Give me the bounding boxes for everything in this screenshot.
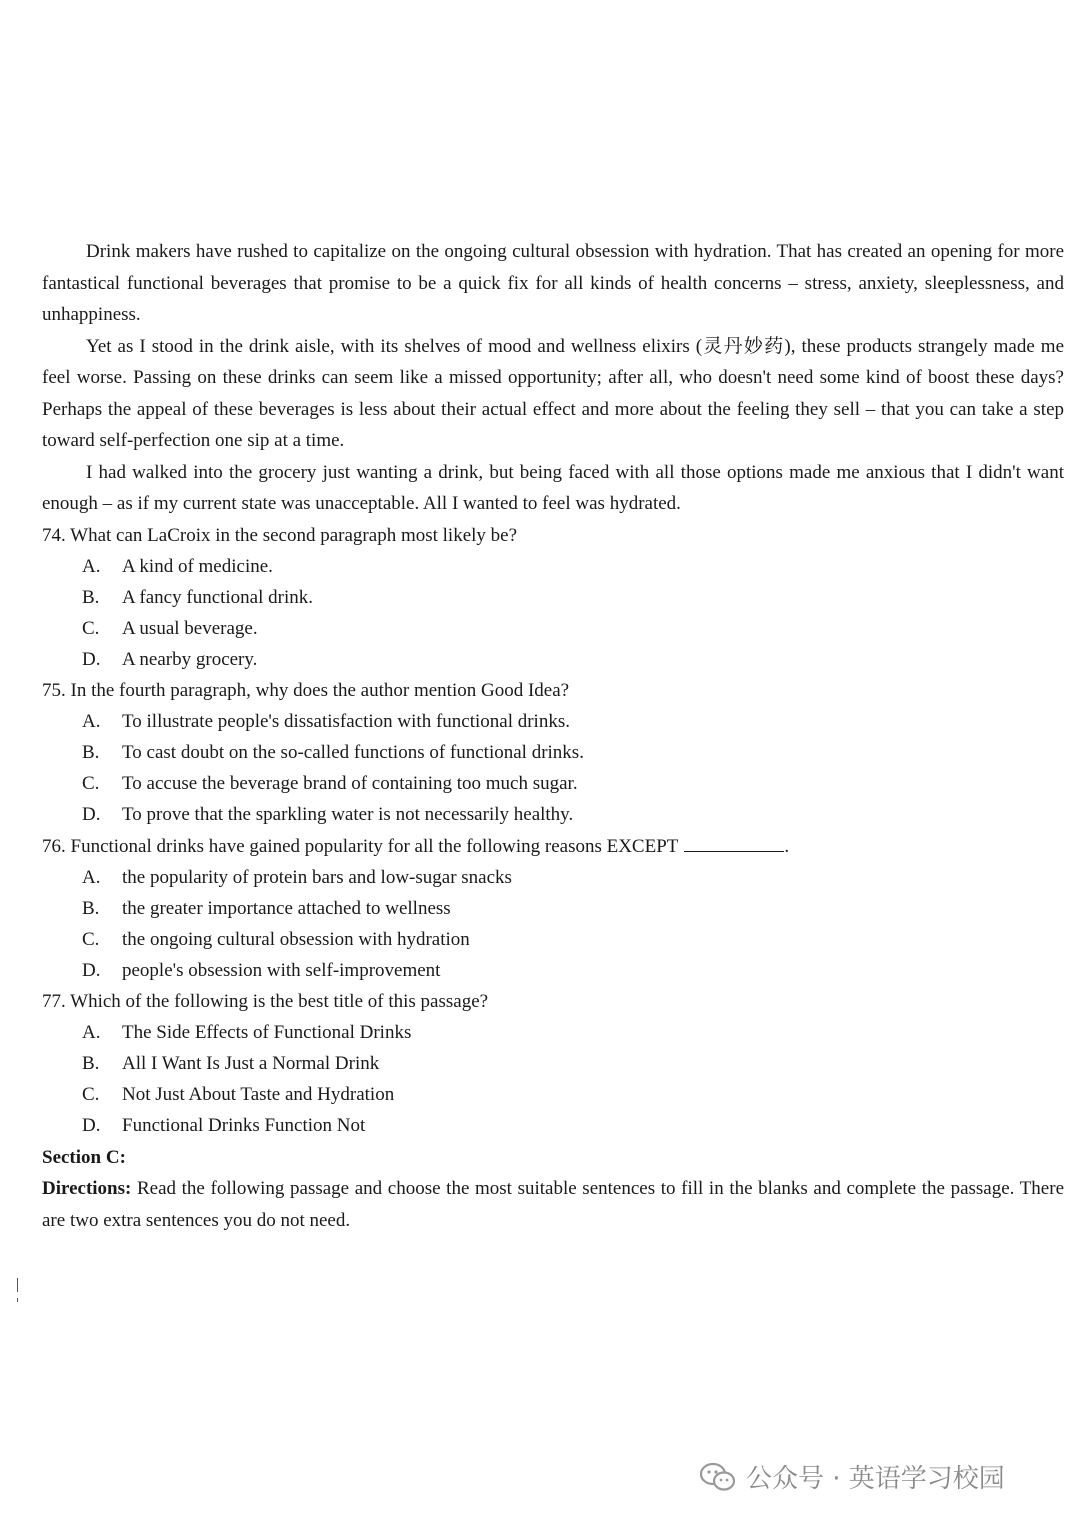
option-c bbox=[42, 769, 1064, 800]
option-letter: C. bbox=[82, 1084, 100, 1106]
question-stem: 74. What can LaCroix in the second paragraph most likely be? bbox=[42, 524, 518, 546]
option-text: the popularity of protein bars and low-sugar snacks bbox=[122, 866, 512, 888]
option-text: A fancy functional drink. bbox=[122, 586, 314, 608]
option-text: The Side Effects of Functional Drinks bbox=[122, 1022, 412, 1044]
option-letter: C. bbox=[82, 928, 100, 950]
passage-paragraph: Drink makers have rushed to capitalize on the ongoing cultural obsession with hydration. That has created an opening for more fantastical functional beverages that promise to be a quick fix for all kinds of health concerns – stress, anxiety, sleeplessness, and unhappiness. bbox=[42, 241, 1064, 325]
question-stem: 75. In the fourth paragraph, why does the author mention Good Idea? bbox=[42, 680, 570, 701]
option-text: To cast doubt on the so-called functions of functional drinks. bbox=[122, 742, 584, 764]
wechat-icon bbox=[700, 1462, 736, 1492]
option-a bbox=[42, 1018, 1064, 1049]
option-letter: B. bbox=[82, 742, 100, 764]
option-a bbox=[42, 707, 1064, 738]
watermark-text: 公众号 · 英语学习校园 bbox=[746, 1464, 1005, 1494]
option-b bbox=[42, 582, 1064, 613]
question-75 bbox=[42, 675, 1064, 831]
passage-paragraph: Yet as I stood in the drink aisle, with its shelves of mood and wellness elixirs (灵丹妙药), these products strangely made me feel worse. Passing on these drinks can seem like a missed opportunity; after all, who doesn't need some kind of boost these days? Perhaps the appeal of these beverages is less about their actual effect and more about the feeling they sell – that you can take a step toward self-perfection one sip at a time. bbox=[42, 335, 1064, 451]
option-letter: D. bbox=[82, 804, 101, 826]
option-list bbox=[42, 1018, 1064, 1142]
option-letter: A. bbox=[82, 866, 101, 888]
option-text: All I Want Is Just a Normal Drink bbox=[122, 1053, 380, 1075]
option-letter: A. bbox=[82, 1022, 101, 1044]
watermark bbox=[700, 1458, 1005, 1495]
option-c bbox=[42, 924, 1064, 955]
option-text: A kind of medicine. bbox=[122, 555, 273, 577]
question-stem-line bbox=[42, 831, 1064, 863]
option-text: the ongoing cultural obsession with hydration bbox=[122, 928, 470, 950]
option-text: To accuse the beverage brand of containing too much sugar. bbox=[122, 773, 578, 795]
option-d bbox=[42, 1111, 1064, 1142]
option-text: To illustrate people's dissatisfaction with functional drinks. bbox=[122, 711, 570, 733]
option-text: Not Just About Taste and Hydration bbox=[122, 1084, 395, 1106]
option-b bbox=[42, 1049, 1064, 1080]
answer-blank bbox=[684, 837, 784, 852]
option-letter: A. bbox=[82, 555, 101, 577]
option-letter: B. bbox=[82, 897, 100, 919]
option-b bbox=[42, 738, 1064, 769]
option-c bbox=[42, 1080, 1064, 1111]
option-text: To prove that the sparkling water is not necessarily healthy. bbox=[122, 804, 574, 826]
option-text: the greater importance attached to wellness bbox=[122, 897, 451, 919]
option-letter: C. bbox=[82, 617, 100, 639]
option-d bbox=[42, 800, 1064, 831]
scan-mark bbox=[17, 1278, 18, 1292]
option-list bbox=[42, 862, 1064, 986]
option-list bbox=[42, 707, 1064, 831]
option-letter: C. bbox=[82, 773, 100, 795]
section-c-title: Section C: bbox=[42, 1146, 126, 1168]
option-a bbox=[42, 551, 1064, 582]
question-74 bbox=[42, 520, 1064, 676]
question-stem: 76. Functional drinks have gained popularity for all the following reasons EXCEPT bbox=[42, 835, 679, 857]
option-list bbox=[42, 551, 1064, 675]
option-letter: D. bbox=[82, 1115, 101, 1137]
option-text: people's obsession with self-improvement bbox=[122, 959, 441, 981]
option-text: A nearby grocery. bbox=[122, 648, 258, 670]
stem-end: . bbox=[784, 835, 790, 857]
option-a bbox=[42, 862, 1064, 893]
option-text: A usual beverage. bbox=[122, 617, 258, 639]
question-76 bbox=[42, 831, 1064, 987]
section-c-directions bbox=[42, 1173, 1064, 1236]
option-letter: B. bbox=[82, 586, 100, 608]
scan-mark bbox=[17, 1298, 18, 1302]
option-letter: D. bbox=[82, 959, 101, 981]
question-stem: 77. Which of the following is the best title of this passage? bbox=[42, 991, 489, 1012]
option-letter: B. bbox=[82, 1053, 100, 1075]
directions-label: Directions: bbox=[42, 1178, 132, 1199]
option-b bbox=[42, 893, 1064, 924]
option-text: Functional Drinks Function Not bbox=[122, 1115, 366, 1137]
option-c bbox=[42, 613, 1064, 644]
option-letter: D. bbox=[82, 648, 101, 670]
page-content bbox=[42, 236, 1064, 1236]
option-letter: A. bbox=[82, 711, 101, 733]
directions-text: Read the following passage and choose the most suitable sentences to fill in the blanks and complete the passage. There are two extra sentences you do not need. bbox=[42, 1178, 1064, 1231]
option-d bbox=[42, 644, 1064, 675]
passage-paragraph: I had walked into the grocery just wanting a drink, but being faced with all those options made me anxious that I didn't want enough – as if my current state was unacceptable. All I wanted to feel was hydrated. bbox=[42, 461, 1064, 514]
question-77 bbox=[42, 986, 1064, 1142]
option-d bbox=[42, 955, 1064, 986]
